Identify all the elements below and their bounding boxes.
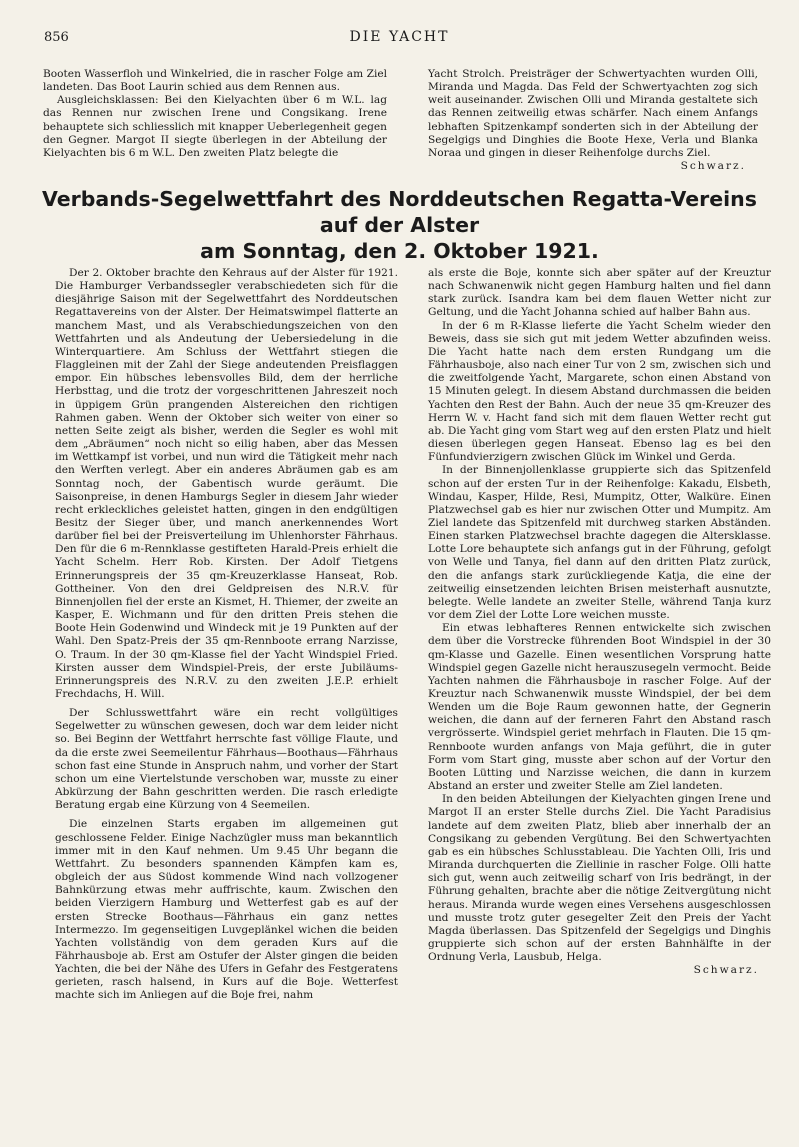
paragraph: Der 2. Oktober brachte den Kehraus auf der Alster für 1921. Die Hamburger Verbandssegler verabschiedeten sich für die diesjährige Saison mit der Segelwettfahrt des Norddeutschen Regattavereins von der Alster. Der Heimatswimpel flatterte an manchem Mast, und als Verabschiedungszeichen von den Wettfahrten und als Andeutung der Uebersiedelung in die Winterquartiere. Am Schluss der Wettfahrt stiegen die Flaggleinen mit der Zahl der Siege andeutenden Preisflaggen empor. Ein hübsches lebensvolles Bild, dem der herrliche Herbsttag, und die trotz der vorgeschrittenen Jahreszeit noch in üppigem Grün prangenden Alstereichen den richtigen Rahmen gaben. Wenn der Oktober sich weiter von einer so netten Seite zeigt als bisher, werden die Segler es wohl mit dem „Abräumen“ noch nicht so eilig haben, aber das Messen im Wettkampf ist vorbei, und nun wird die Tätigkeit mehr nach den Werften verlegt. Aber ein anderes Abräumen gab es am Sonntag noch, der Gabentisch wurde geräumt. Die Saisonpreise, in denen Hamburgs Segler in diesem Jahr wieder recht erkleckliches geleistet hatten, gingen in den endgültigen Besitz der Sieger über, und manch anerkennendes Wort darüber fiel bei der Preisverteilung im Uhlenhorster Fährhaus. Den für die 6 m-Rennklasse gestifteten Harald-Preis erhielt die Yacht Schelm. Herr Rob. Kirsten. Der Adolf Tietgens Erinnerungspreis der 35 qm-Kreuzerklasse Hanseat, Rob. Gottheiner. Von den drei Geldpreisen des N.R.V. für Binnenjollen fiel der erste an Kismet, H. Thiemer, der zweite an Kasper, E. Wichmann und für den dritten Preis stehen die Boote Hein Godenwind und Windeck mit je 19 Punkten auf der Wahl. Den Spatz-Preis der 35 qm-Rennboote errang Narzisse, O. Traum. In der 30 qm-Klasse fiel der Yacht Windspiel Fried. Kirsten ausser dem Windspiel-Preis, der erste Jubiläums-Erinnerungspreis des N.R.V. zu den zweiten J.E.P. erhielt Frechdachs, H. Will. bbox=[55, 267, 398, 700]
top-right-column bbox=[428, 68, 758, 173]
paragraph: Booten Wasserfloh und Winkelried, die in rascher Folge am Ziel landeten. Das Boot Laurin schied aus dem Rennen aus. bbox=[43, 68, 387, 94]
headline-line-1: Verbands-Segelwettfahrt des Norddeutschen Regatta-Vereins auf der Alster bbox=[42, 187, 757, 237]
paragraph: Die einzelnen Starts ergaben im allgemeinen gut geschlossene Felder. Einige Nachzügler muss man bekanntlich immer mit in den Kauf nehmen. Um 9.45 Uhr begann die Wettfahrt. Zu besonders spannenden Kämpfen kam es, obgleich der aus Südost kommende Wind nach vollzogener Bahnkürzung etwas mehr auffrischte, kaum. Zwischen den beiden Vierzigern Hamburg und Wetterfest gab es auf der ersten Strecke Boothaus—Fährhaus ein ganz nettes Intermezzo. Im gegenseitigen Luvgeplänkel wichen die beiden Yachten vollständig von dem geraden Kurs auf die Fährhausboje ab. Erst am Ostufer der Alster gingen die beiden Yachten, die bei der Nähe des Ufers in Gefahr des Festgeratens gerieten, rasch halsend, in Kurs auf die Boje. Wetterfest machte sich im Anliegen auf die Boje frei, nahm bbox=[55, 818, 398, 1002]
paragraph: Ausgleichsklassen: Bei den Kielyachten über 6 m W.L. lag das Rennen nur zwischen Irene und Congsikang. Irene behauptete sich schliesslich mit knapper Ueberlegenheit gegen den Gegner. Margot II siegte überlegen in der Abteilung der Kielyachten bis 6 m W.L. Den zweiten Platz belegte die bbox=[43, 94, 387, 159]
signature: Schwarz. bbox=[693, 964, 759, 977]
article-headline bbox=[40, 186, 759, 264]
article-left-column bbox=[55, 267, 398, 1003]
headline-line-2: am Sonntag, den 2. Oktober 1921. bbox=[200, 239, 599, 263]
signature: Schwarz. bbox=[680, 160, 746, 173]
article-right-column bbox=[428, 267, 771, 977]
paragraph: Yacht Strolch. Preisträger der Schwertyachten wurden Olli, Miranda und Magda. Das Feld der Schwertyachten zog sich weit auseinander. Zwischen Olli und Miranda gestaltete sich das Rennen zeitweilig etwas schärfer. Nach einem Anfangs lebhaften Spitzenkampf sonderten sich in der Abteilung der Segelgigs und Dinghies die Boote Hexe, Verla und Blanka Noraa und gingen in dieser Reihenfolge durchs Ziel. bbox=[428, 68, 758, 159]
paragraph: Ein etwas lebhafteres Rennen entwickelte sich zwischen dem über die Vorstrecke führenden Boot Windspiel in der 30 qm-Klasse und Gazelle. Einen wesentlichen Vorsprung hatte Windspiel gegen Gazelle nicht herauszusegeln vermocht. Beide Yachten nahmen die Fährhausboje in rascher Folge. Auf der Kreuztur nach Schwanenwik musste Windspiel, der bei dem Wenden um die Boje Raum gewonnen hatte, der Gegnerin weichen, die dann auf der ferneren Fahrt den Abstand rasch vergrösserte. Windspiel geriet mehrfach in Flauten. Die 15 qm-Rennboote wurden anfangs von Maja geführt, die in guter Form vom Start ging, musste aber schon auf der Vortur den Booten Lütting und Narzisse weichen, die dann in kurzem Abstand an erster und zweiter Stelle am Ziel landeten. bbox=[428, 622, 771, 793]
paragraph: In den beiden Abteilungen der Kielyachten gingen Irene und Margot II an erster Stelle durchs Ziel. Die Yacht Paradisius landete auf dem zweiten Platz, blieb aber innerhalb der an Congsikang zu gebenden Vergütung. Bei den Schwertyachten gab es ein hübsches Schlusstableau. Die Yachten Olli, Iris und Miranda durchquerten die Ziellinie in rascher Folge. Olli hatte sich gut, wenn auch zeitweilig scharf von Iris bedrängt, in der Führung gehalten, brachte aber die nötige Zeitvergütung nicht heraus. Miranda wurde wegen eines Versehens ausgeschlossen und musste trotz guter gesegelter Zeit den Preis der Yacht Magda überlassen. Das Spitzenfeld der Segelgigs und Dinghis gruppierte sich schon auf der ersten Bahnhälfte in der Ordnung Verla, Lausbub, Helga. bbox=[428, 793, 771, 964]
top-left-column bbox=[43, 68, 387, 160]
paragraph: In der Binnenjollenklasse gruppierte sich das Spitzenfeld schon auf der ersten Tur in der Reihenfolge: Kakadu, Elsbeth, Windau, Kasper, Hilde, Resi, Mumpitz, Otter, Walküre. Einen Platzwechsel gab es hier nur zwischen Otter und Mumpitz. Am Ziel landete das Spitzenfeld mit durchweg starken Abständen. Einen starken Platzwechsel brachte dagegen die Altersklasse. Lotte Lore behauptete sich anfangs gut in der Führung, gefolgt von Welle und Tanya, fiel dann auf den dritten Platz zurück, den die anfangs stark zurückliegende Katja, die eine der zeitweilig einsetzenden leichten Brisen meisterhaft ausnutzte, belegte. Welle landete an zweiter Stelle, während Tanja kurz vor dem Ziel der Lotte Lore weichen musste. bbox=[428, 464, 771, 622]
page-number: 856 bbox=[44, 30, 69, 45]
paragraph: Der Schlusswettfahrt wäre ein recht vollgültiges Segelwetter zu wünschen gewesen, doch war dem leider nicht so. Bei Beginn der Wettfahrt herrschte fast völlige Flaute, und da die erste zwei Seemeilentur Fährhaus—Boothaus—Fährhaus schon fast eine Stunde in Anspruch nahm, und vorher der Start schon um eine Viertelstunde verschoben war, musste zu einer Abkürzung der Bahn geschritten werden. Die rasch erledigte Beratung ergab eine Kürzung von 4 Seemeilen. bbox=[55, 707, 398, 812]
paragraph: In der 6 m R-Klasse lieferte die Yacht Schelm wieder den Beweis, dass sie sich gut mit jedem Wetter abzufinden weiss. Die Yacht hatte nach dem ersten Rundgang um die Fährhausboje, also nach einer Tur von 2 sm, zwischen sich und die zweitfolgende Yacht, Margarete, schon einen Abstand von 15 Minuten gelegt. In diesem Abstand durchmassen die beiden Yachten den Rest der Bahn. Auch der neue 35 qm-Kreuzer des Herrn W. v. Hacht fand sich mit dem flauen Wetter recht gut ab. Die Yacht ging vom Start weg auf den ersten Platz und hielt diesen überlegen gegen Hanseat. Ebenso lag es bei den Fünfundvierzigern zwischen Glück im Winkel und Gerda. bbox=[428, 319, 771, 464]
running-title: DIE YACHT bbox=[349, 29, 450, 45]
paragraph: als erste die Boje, konnte sich aber später auf der Kreuztur nach Schwanenwik nicht gegen Hamburg halten und fiel dann stark zurück. Isandra kam bei dem flauen Wetter nicht zur Geltung, und die Yacht Johanna schied auf halber Bahn aus. bbox=[428, 267, 771, 319]
